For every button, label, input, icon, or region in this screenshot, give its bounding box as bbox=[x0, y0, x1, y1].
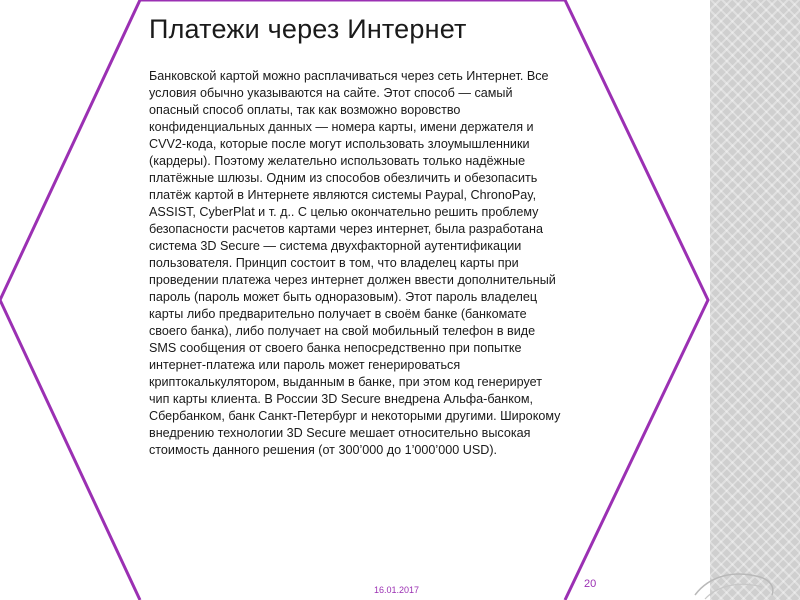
hexagon-right-edge bbox=[565, 0, 708, 600]
corner-swirl-icon bbox=[690, 565, 780, 600]
hexagon-left-edge bbox=[0, 0, 140, 600]
slide-body-text: Банковской картой можно расплачиваться через сеть Интернет. Все условия обычно указываются на сайте. Этот способ — самый опасный способ оплаты, так как возможно воровство конфиденциальных данных — номера карты, имени держателя и CVV2-кода, которые после могут использовать злоумышленники (кардеры). Поэтому желательно использовать только надёжные платёжные шлюзы. Одним из способов обезличить и обезопасить платёж картой в Интернете являются системы Paypal, ChronoPay, ASSIST, CyberPlat и т. д.. С целью окончательно решить проблему безопасности расчетов картами через интернет, была разработана система 3D Secure — система двухфакторной аутентификации пользователя. Принцип состоит в том, что владелец карты при проведении платежа через интернет должен ввести дополнительный пароль (пароль может быть одноразовым). Этот пароль владелец карты либо предварительно получает в своём банке (банкомате своего банка), либо получает на свой мобильный телефон в виде SMS сообщения от своего банка непосредственно при попытке интернет-платежа или пароль может генерироваться криптокалькулятором, выданным в банке, при этом код генерирует чип карты клиента. В России 3D Secure внедрена Альфа-банком, Сбербанком, банк Санкт-Петербург и некоторыми другими. Широкому внедрению технологии 3D Secure мешает относительно высокая стоимость данного решения (от 300’000 до 1’000’000 USD). bbox=[149, 69, 561, 457]
footer-date: 16.01.2017 bbox=[374, 585, 420, 595]
page-number: 20 bbox=[584, 578, 597, 590]
slide-title: Платежи через Интернет bbox=[149, 14, 467, 44]
